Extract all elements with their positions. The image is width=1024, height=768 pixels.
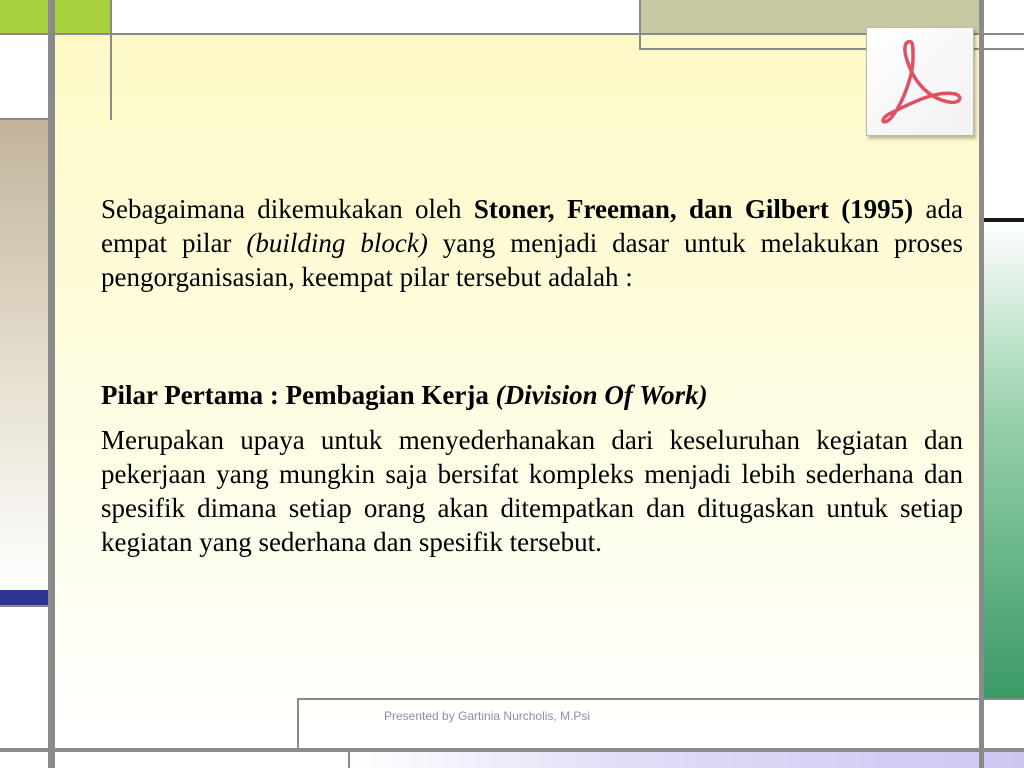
- lime-top-block: [0, 0, 110, 33]
- tan-left-bar: [0, 120, 48, 590]
- intro-text-1: Sebagaimana dikemukakan oleh: [101, 194, 474, 224]
- pillar-heading: [101, 378, 963, 412]
- intro-authors: Stoner, Freeman, dan Gilbert (1995): [473, 194, 914, 224]
- gridline-h2: [0, 118, 55, 120]
- lavender-bottom-bar: [350, 752, 1024, 768]
- body-paragraph: Merupakan upaya untuk menyederhanakan dari keseluruhan kegiatan dan pekerjaan yang mungkin saja bersifat kompleks menjadi lebih sederhana dan spesifik dimana setiap orang akan ditempatkan dan ditugaskan untuk setiap kegiatan yang sederhana dan spesifik tersebut.: [101, 425, 963, 557]
- green-right-bar: [984, 222, 1024, 698]
- gridline-v3: [110, 0, 112, 120]
- gridline-v4: [639, 0, 641, 50]
- gridline-h4: [984, 218, 1024, 222]
- gridline-v5: [297, 698, 299, 748]
- gridline-h6: [297, 698, 1024, 700]
- adobe-acrobat-glyph: [867, 28, 973, 135]
- intro-text-3: yang menjadi dasar untuk melakukan proses pengorganisasian, keempat pilar tersebut adalah :: [101, 228, 963, 292]
- intro-paragraph: [101, 192, 963, 294]
- footer-presenter: Presented by Gartinia Nurcholis, M.Psi: [384, 709, 591, 723]
- gridline-h7: [0, 748, 1024, 752]
- gridline-h5: [0, 605, 55, 607]
- intro-text-2: ada empat pilar: [101, 194, 963, 258]
- pillar-heading-bold: Pilar Pertama : Pembagian Kerja: [101, 380, 496, 410]
- pillar-heading-italic: (Division Of Work): [495, 380, 708, 410]
- gridline-v1: [48, 0, 55, 768]
- intro-building-block: (building block): [246, 228, 428, 258]
- adobe-acrobat-icon: [866, 27, 974, 136]
- navy-left-bar: [0, 590, 48, 605]
- gridline-v2: [979, 0, 984, 768]
